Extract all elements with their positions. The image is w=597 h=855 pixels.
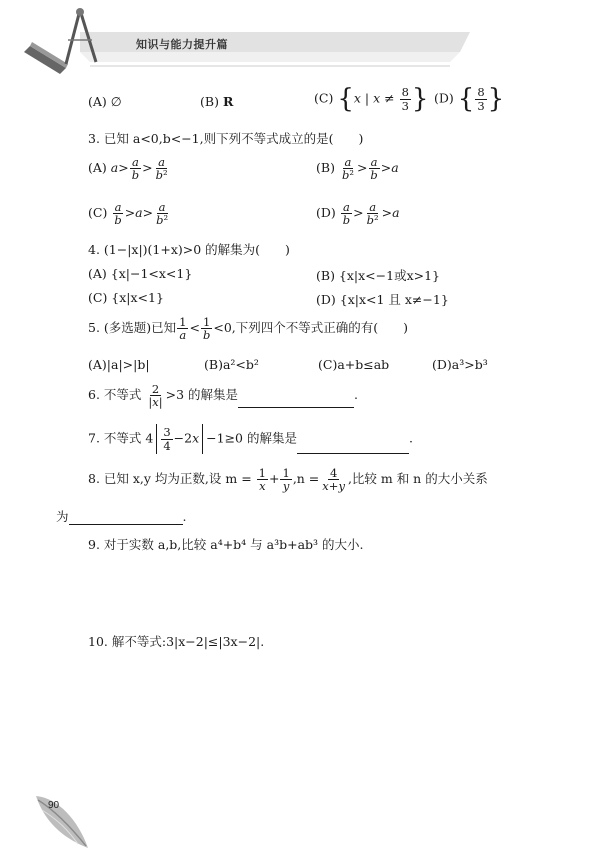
q5-option-b: (B)a²<b²: [204, 357, 259, 372]
q2-option-c: (C) {x | x ≠ $\frac{8}{3}$ }: [314, 84, 429, 114]
q4-option-a: (A) {x|−1<x<1}: [88, 266, 193, 281]
q3-a-label: (A): [88, 160, 107, 176]
q9: 9. 对于实数 a,b,比较 a⁴+b⁴ 与 a³b+ab³ 的大小.: [88, 537, 364, 552]
q5-stem-post: <0,下列四个不等式正确的有( ): [213, 320, 408, 336]
q8-mid: ,n =: [292, 471, 320, 487]
q8-answer-blank[interactable]: [69, 510, 183, 525]
q2-d-num: 8: [477, 85, 485, 100]
leaf-decoration-icon: [28, 790, 98, 852]
q2-c-num: 8: [401, 85, 409, 100]
q7-end: .: [408, 430, 413, 446]
q4-stem: 4. (1−|x|)(1+x)>0 的解集为( ): [88, 242, 290, 257]
q3-d-label: (D): [316, 205, 336, 221]
q7: 7. 不等式 4 $\frac{3}{4}$ −2x −1≥0 的解集是 .: [88, 425, 413, 453]
q6-post: >3 的解集是: [165, 387, 239, 403]
q8-line2: [56, 507, 187, 525]
q2-option-a: (A) ∅: [88, 94, 122, 109]
q2-option-b-value: R: [222, 94, 234, 109]
page-number: 90: [48, 800, 60, 811]
q8-post: ,比较 m 和 n 的大小关系: [347, 471, 488, 487]
q6-pre: 6. 不等式: [88, 387, 142, 403]
q4-option-d: (D) {x|x<1 且 x≠−1}: [316, 292, 449, 307]
header-title: 知识与能力提升篇: [136, 38, 228, 51]
q3-stem: 3. 已知 a<0,b<−1,则下列不等式成立的是( ): [88, 131, 364, 146]
q10: 10. 解不等式:3|x−2|≤|3x−2|.: [88, 634, 265, 649]
q2-option-d: (D) { $\frac{8}{3}$ }: [434, 84, 505, 114]
q6-end: .: [354, 387, 359, 403]
q2-option-b-label: (B): [200, 94, 219, 109]
q4-option-c: (C) {x|x<1}: [88, 290, 164, 305]
q7-answer-blank[interactable]: [297, 439, 409, 454]
q2-c-cond: x ≠: [373, 90, 395, 106]
q5-stem: 5. (多选题)已知 $\frac{1}{a}$ < $\frac{1}{b}$ <0,下列四个不等式正确的有( ): [88, 315, 408, 343]
q3-b-label: (B): [316, 160, 335, 176]
q2-c-var: x: [353, 90, 361, 106]
q5-option-a: (A)|a|>|b|: [88, 357, 150, 372]
q7-post: −1≥0 的解集是: [206, 430, 297, 446]
q2-option-b: [200, 94, 233, 109]
q5-stem-pre: 5. (多选题)已知: [88, 320, 177, 336]
q3-option-c: (C) $\frac{a}{b}$ >a> $\frac{a}{\text{b²}}$: [88, 200, 169, 228]
q2-d-den: 3: [477, 98, 485, 113]
compass-ruler-icon: [20, 4, 110, 76]
q2-option-d-label: (D): [434, 90, 454, 106]
q8-line1: 8. 已知 x,y 均为正数,设 m = $\frac{1}{x}$ + $\frac{1}{y}$ ,n = $\frac{4}{x+y}$ ,比较 m 和 n 的大小关系: [88, 466, 488, 494]
q2-option-c-label: (C): [314, 90, 334, 106]
q7-pre: 7. 不等式 4: [88, 430, 154, 446]
q4-option-b: (B) {x|x<−1或x>1}: [316, 268, 441, 283]
q8-line2-text: 为: [56, 509, 69, 524]
q3-option-a: (A) a> $\frac{a}{b}$ > $\frac{a}{\text{b²}}$: [88, 155, 168, 183]
q3-option-b: (B) $\frac{a}{\text{b²}}$ > $\frac{a}{b}$ >a: [316, 155, 399, 183]
q8-pre: 8. 已知 x,y 均为正数,设 m =: [88, 471, 252, 487]
q5-option-c: (C)a+b≤ab: [318, 357, 390, 372]
q3-c-label: (C): [88, 205, 108, 221]
q2-c-den: 3: [401, 98, 409, 113]
q8-end: .: [182, 509, 187, 524]
q3-option-d: (D) $\frac{a}{b}$ > $\frac{a}{\text{b²}}$ >a: [316, 200, 400, 228]
q6: 6. 不等式 $\frac{2}{|x|}$ >3 的解集是 .: [88, 382, 359, 410]
q6-answer-blank[interactable]: [238, 393, 354, 408]
q5-option-d: (D)a³>b³: [432, 357, 488, 372]
